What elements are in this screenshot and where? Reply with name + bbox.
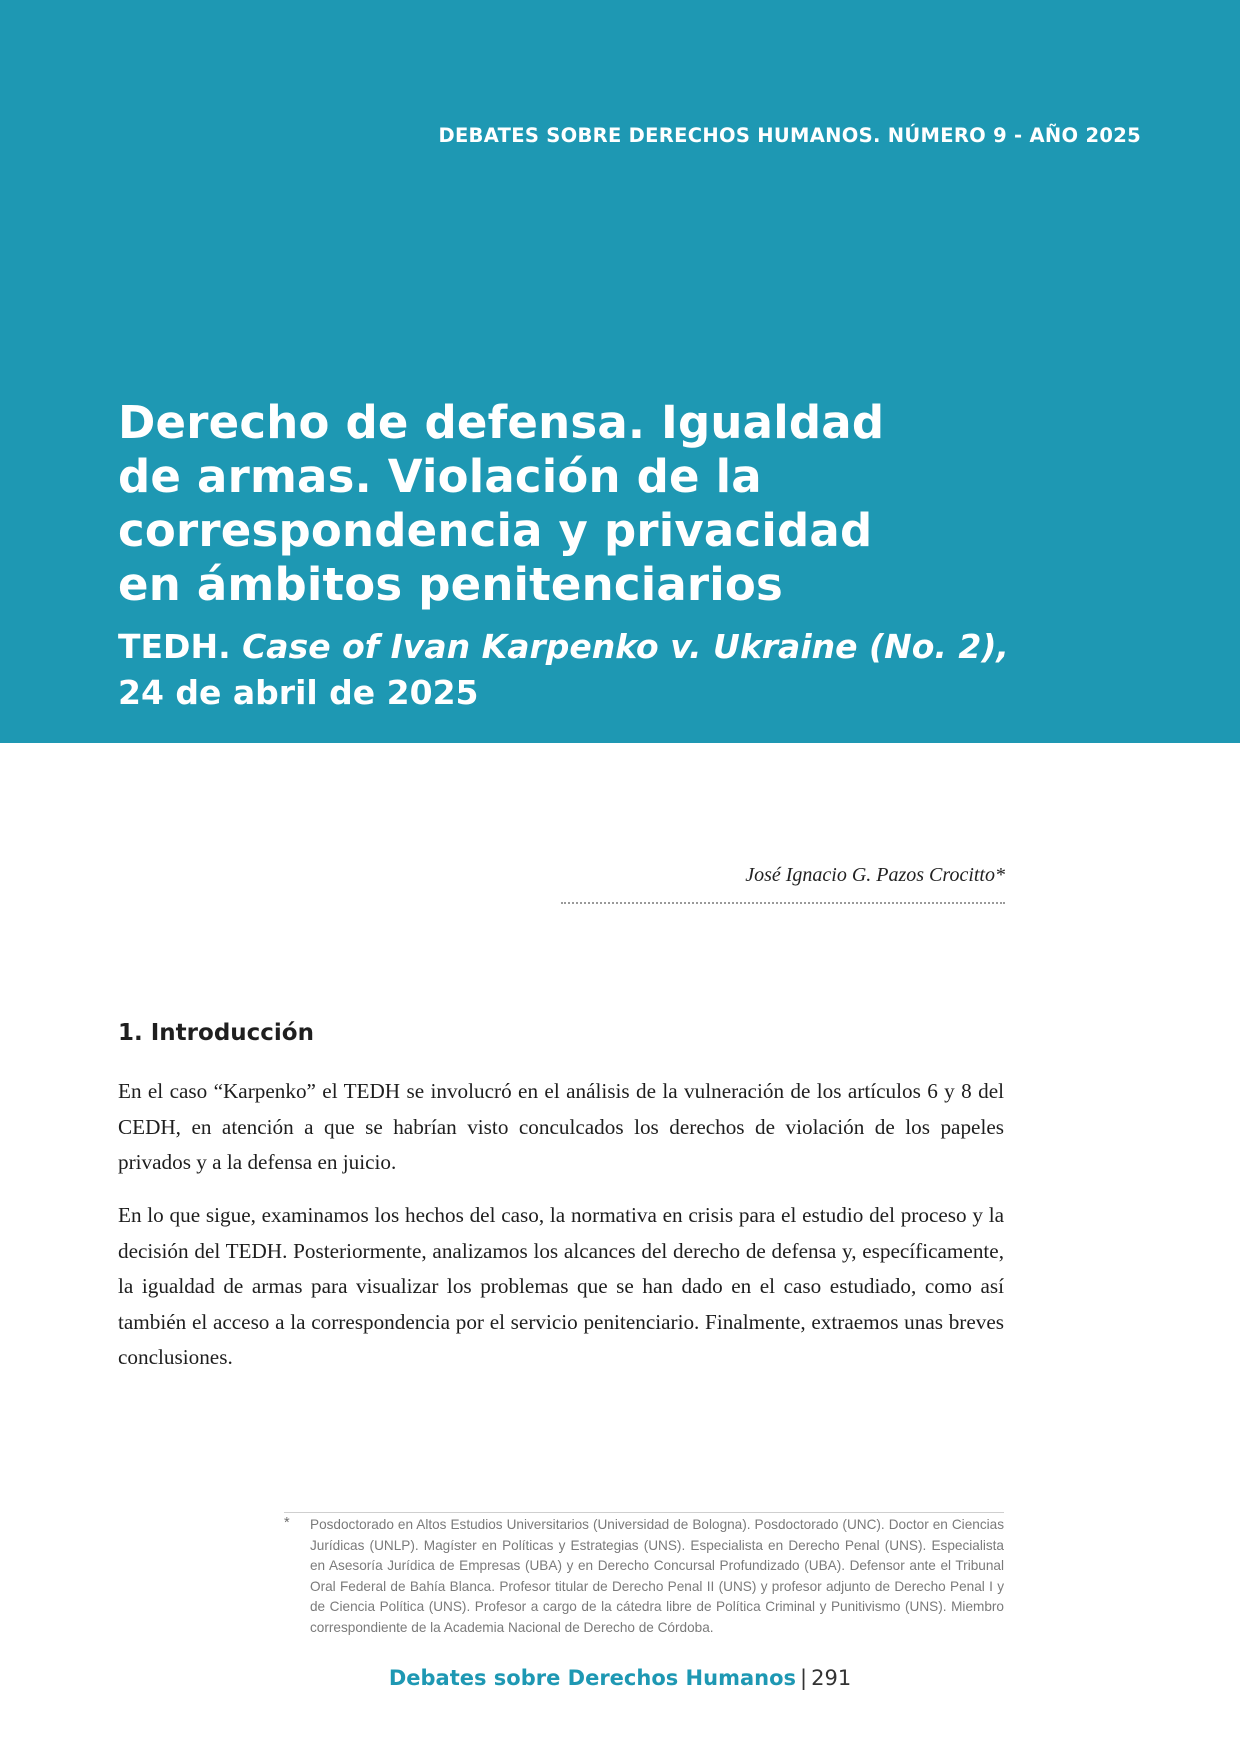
journal-running-head: DEBATES SOBRE DERECHOS HUMANOS. NÚMERO 9 - AÑO 2025 bbox=[438, 124, 1141, 147]
body-paragraph: En lo que sigue, examinamos los hechos del caso, la normativa en crisis para el estudio del proceso y la decisión del TEDH. Posteriormente, analizamos los alcances del derecho de defensa y, específicamente, la igualdad de armas para visualizar los problemas que se han dado en el caso estudiado, como así también el acceso a la correspondencia por el servicio penitenciario. Finalmente, extraemos unas breves conclusiones. bbox=[118, 1203, 1004, 1369]
section-heading: 1. Introducción bbox=[118, 1020, 314, 1046]
article-title bbox=[118, 396, 1018, 612]
body-paragraph: En el caso “Karpenko” el TEDH se involucró en el análisis de la vulneración de los artículos 6 y 8 del CEDH, en atención a que se habrían visto conculcados los derechos de violación de los papeles privados y a la defensa en juicio. bbox=[118, 1079, 1004, 1174]
article-title-line: de armas. Violación de la bbox=[118, 450, 762, 503]
author-dotted-rule bbox=[561, 902, 1005, 904]
article-title-line: en ámbitos penitenciarios bbox=[118, 558, 784, 611]
page-number: 291 bbox=[811, 1666, 852, 1690]
author-name: José Ignacio G. Pazos Crocitto* bbox=[745, 864, 1005, 886]
footnote-rule bbox=[284, 1512, 1004, 1513]
footnote-text: Posdoctorado en Altos Estudios Universitarios (Universidad de Bologna). Posdoctorado (UNC). Doctor en Ciencias Jurídicas (UNLP). Magíster en Políticas y Estrategias (UNS). Especialista en Derecho Penal (UNS). Especialista en Asesoría Jurídica de Empresas (UBA) y en Derecho Concursal Profundizado (UBA). Defensor ante el Tribunal Oral Federal de Bahía Blanca. Profesor titular de Derecho Penal II (UNS) y profesor adjunto de Derecho Penal I y de Ciencia Política (UNS). Profesor a cargo de la cátedra libre de Política Criminal y Punitivismo (UNS). Miembro correspondiente de la Academia Nacional de Derecho de Córdoba. bbox=[310, 1517, 1004, 1635]
footer-separator: | bbox=[800, 1666, 808, 1690]
subtitle-date: 24 de abril de 2025 bbox=[118, 673, 479, 712]
article-title-line: correspondencia y privacidad bbox=[118, 504, 873, 557]
footnote-marker: * bbox=[284, 1515, 290, 1531]
article-title-line: Derecho de defensa. Igualdad bbox=[118, 396, 885, 449]
header-band bbox=[0, 0, 1240, 743]
subtitle-case-name: Case of Ivan Karpenko v. Ukraine (No. 2), bbox=[242, 627, 1009, 666]
article-subtitle bbox=[118, 624, 1118, 716]
subtitle-court: TEDH. bbox=[118, 627, 243, 666]
page-footer bbox=[0, 1666, 1240, 1690]
footer-journal-name: Debates sobre Derechos Humanos bbox=[388, 1666, 797, 1690]
